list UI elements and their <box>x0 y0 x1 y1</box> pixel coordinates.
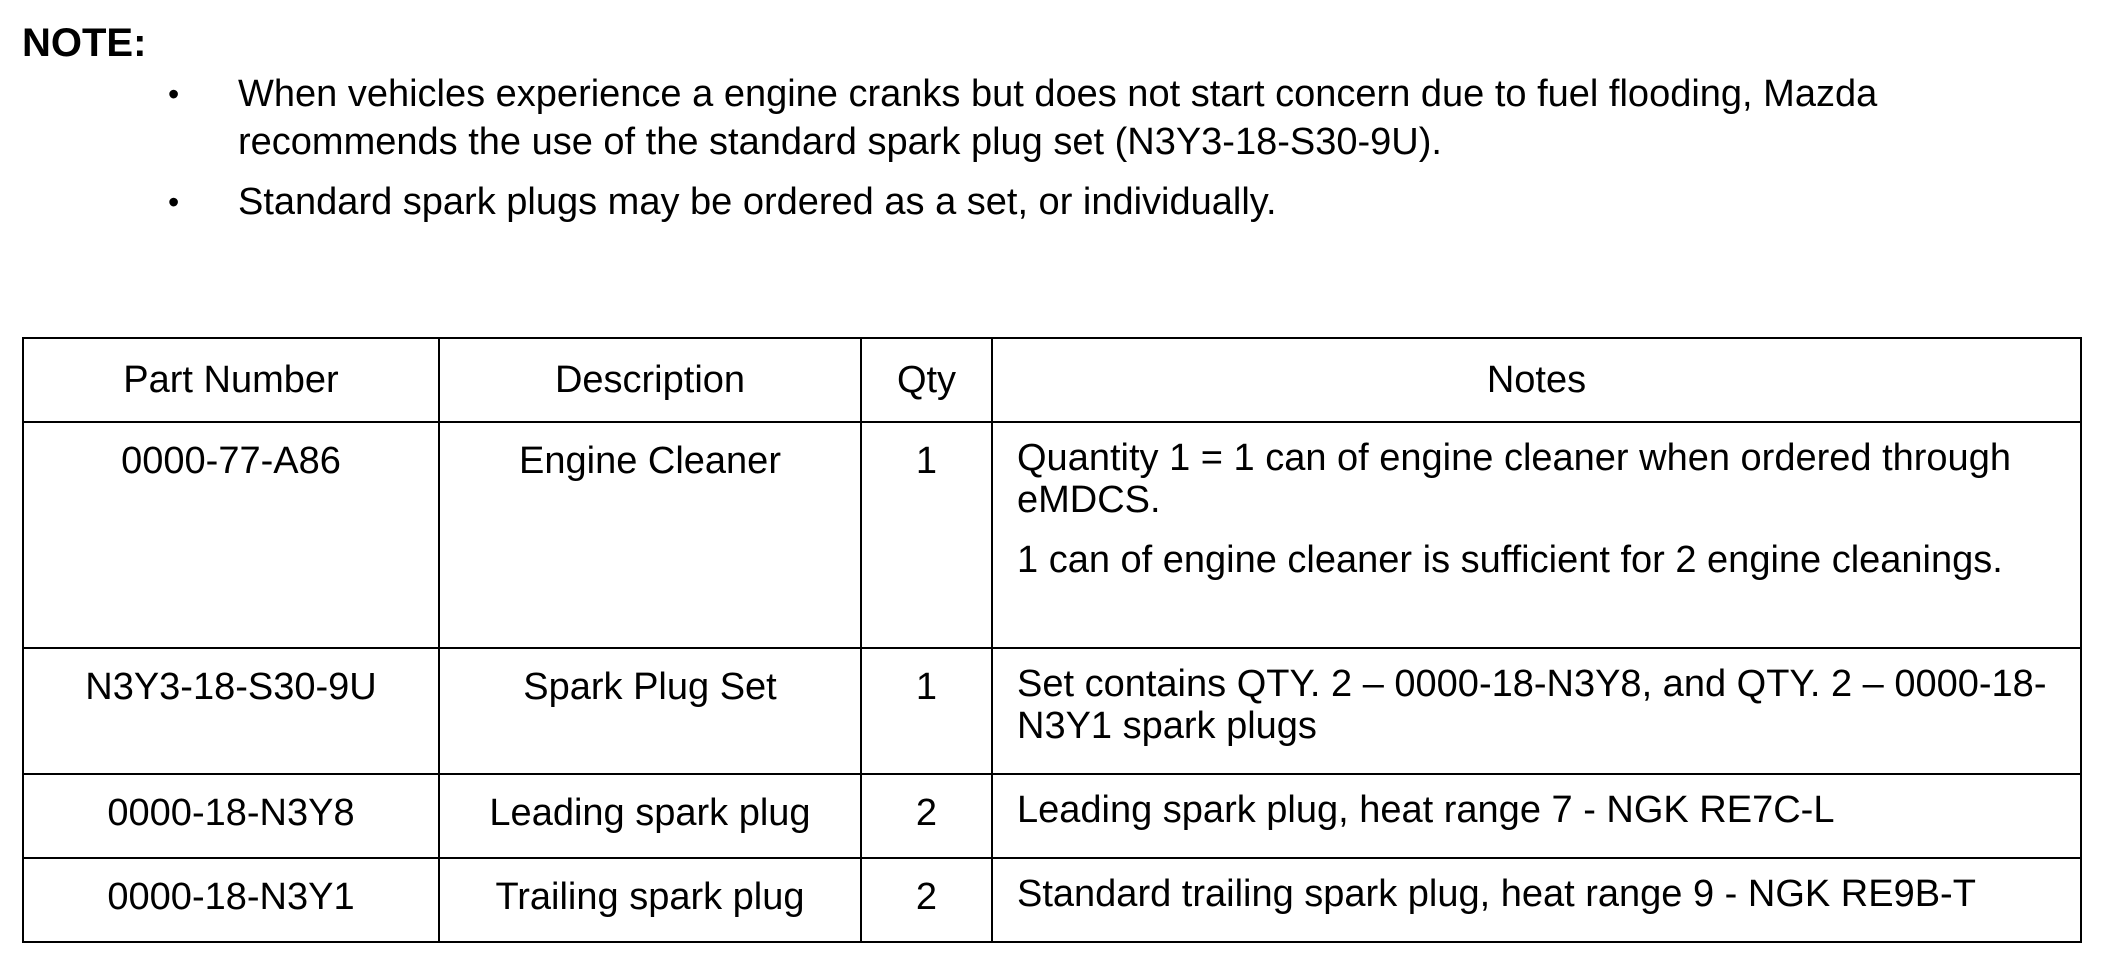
cell-part-number: 0000-77-A86 <box>23 422 439 648</box>
header-qty: Qty <box>861 338 992 422</box>
cell-qty: 2 <box>861 774 992 858</box>
notes-text: Standard trailing spark plug, heat range 9 - NGK RE9B-T <box>1017 873 1976 915</box>
cell-description: Spark Plug Set <box>439 648 861 774</box>
cell-part-number: 0000-18-N3Y8 <box>23 774 439 858</box>
table-header-row <box>23 338 2081 422</box>
notes-text: Set contains QTY. 2 – 0000-18-N3Y8, and QTY. 2 – 0000-18-N3Y1 spark plugs <box>1017 663 2047 747</box>
header-part-number: Part Number <box>23 338 439 422</box>
bullet-icon: • <box>168 76 180 112</box>
header-notes: Notes <box>992 338 2081 422</box>
note-bullet-text: Standard spark plugs may be ordered as a set, or individually. <box>238 181 1277 223</box>
note-bullet-list <box>0 70 2113 238</box>
table-row <box>23 858 2081 942</box>
cell-description: Leading spark plug <box>439 774 861 858</box>
cell-notes <box>992 858 2081 942</box>
cell-qty: 1 <box>861 422 992 648</box>
cell-part-number: 0000-18-N3Y1 <box>23 858 439 942</box>
table-row <box>23 422 2081 648</box>
note-bullet-text: When vehicles experience a engine cranks but does not start concern due to fuel flooding, Mazda recommends the use of the standard spark plug set (N3Y3-18-S30-9U). <box>238 73 1878 163</box>
cell-description: Trailing spark plug <box>439 858 861 942</box>
note-bullet-item <box>0 70 2113 166</box>
table-row <box>23 648 2081 774</box>
notes-text: Quantity 1 = 1 can of engine cleaner when ordered through eMDCS. <box>1017 437 2011 521</box>
cell-qty: 1 <box>861 648 992 774</box>
note-heading: NOTE: <box>22 21 147 65</box>
parts-table <box>22 337 2082 943</box>
table-row <box>23 774 2081 858</box>
notes-text: Leading spark plug, heat range 7 - NGK RE7C-L <box>1017 789 1835 831</box>
cell-notes <box>992 774 2081 858</box>
cell-notes <box>992 422 2081 648</box>
bullet-icon: • <box>168 184 180 220</box>
cell-part-number: N3Y3-18-S30-9U <box>23 648 439 774</box>
note-bullet-item <box>0 178 2113 226</box>
cell-qty: 2 <box>861 858 992 942</box>
notes-text: 1 can of engine cleaner is sufficient for 2 engine cleanings. <box>1017 539 2003 581</box>
cell-notes <box>992 648 2081 774</box>
header-description: Description <box>439 338 861 422</box>
cell-description: Engine Cleaner <box>439 422 861 648</box>
